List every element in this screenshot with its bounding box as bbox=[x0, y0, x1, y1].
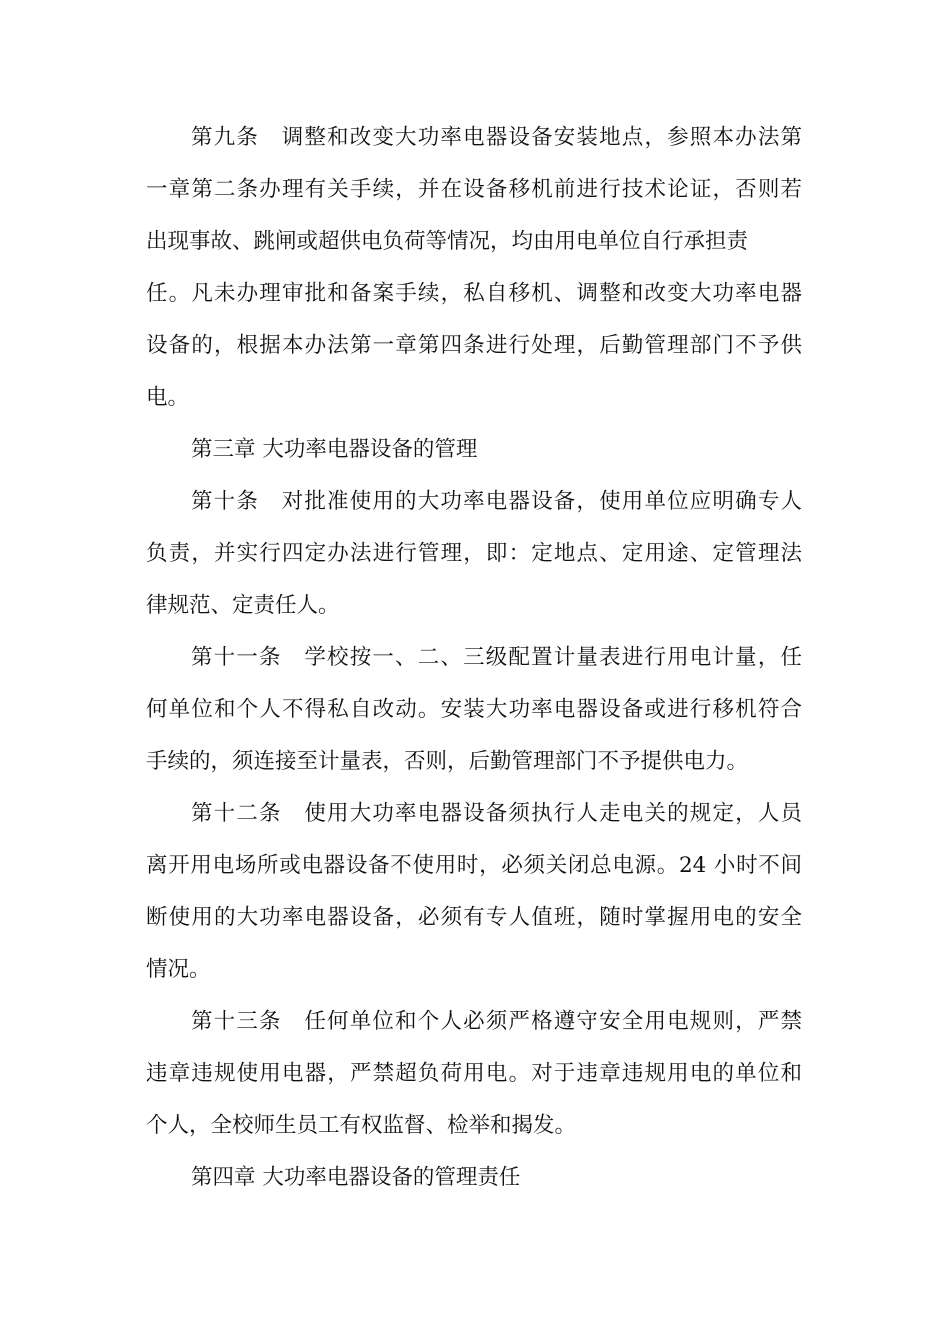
article-11-line-3: 手续的，须连接至计量表，否则，后勤管理部门不予提供电力。 bbox=[146, 749, 749, 774]
chapter-3-heading: 第三章 大功率电器设备的管理 bbox=[191, 437, 478, 462]
article-13-line-3: 个人，全校师生员工有权监督、检举和揭发。 bbox=[146, 1113, 577, 1138]
article-10-line-3: 律规范、定责任人。 bbox=[146, 593, 340, 618]
article-9-line-5: 设备的，根据本办法第一章第四条进行处理，后勤管理部门不予供 bbox=[146, 333, 802, 358]
article-11-line-2: 何单位和个人不得私自改动。安装大功率电器设备或进行移机符合 bbox=[146, 697, 802, 722]
article-12-line-2: 离开用电场所或电器设备不使用时，必须关闭总电源。24 小时不间 bbox=[146, 853, 802, 878]
article-12-line-4: 情况。 bbox=[146, 957, 211, 982]
article-13-line-1: 第十三条 任何单位和个人必须严格遵守安全用电规则，严禁 bbox=[191, 1009, 802, 1034]
article-9-line-2: 一章第二条办理有关手续，并在设备移机前进行技术论证，否则若 bbox=[146, 177, 802, 202]
article-10-line-1: 第十条 对批准使用的大功率电器设备，使用单位应明确专人 bbox=[191, 489, 802, 514]
chapter-4-heading: 第四章 大功率电器设备的管理责任 bbox=[191, 1165, 521, 1190]
article-13-line-2: 违章违规使用电器，严禁超负荷用电。对于违章违规用电的单位和 bbox=[146, 1061, 802, 1086]
article-9-line-4: 任。凡未办理审批和备案手续，私自移机、调整和改变大功率电器 bbox=[146, 281, 802, 306]
article-12-line-3: 断使用的大功率电器设备，必须有专人值班，随时掌握用电的安全 bbox=[146, 905, 802, 930]
document-body bbox=[146, 112, 802, 1204]
article-9-line-3: 出现事故、跳闸或超供电负荷等情况，均由用电单位自行承担责 bbox=[146, 229, 749, 254]
article-9-line-1: 第九条 调整和改变大功率电器设备安装地点，参照本办法第 bbox=[191, 125, 802, 150]
article-12-line-1: 第十二条 使用大功率电器设备须执行人走电关的规定，人员 bbox=[191, 801, 802, 826]
article-11-line-1: 第十一条 学校按一、二、三级配置计量表进行用电计量，任 bbox=[191, 645, 802, 670]
article-10-line-2: 负责，并实行四定办法进行管理，即：定地点、定用途、定管理法 bbox=[146, 541, 802, 566]
article-9-line-6: 电。 bbox=[146, 385, 190, 410]
